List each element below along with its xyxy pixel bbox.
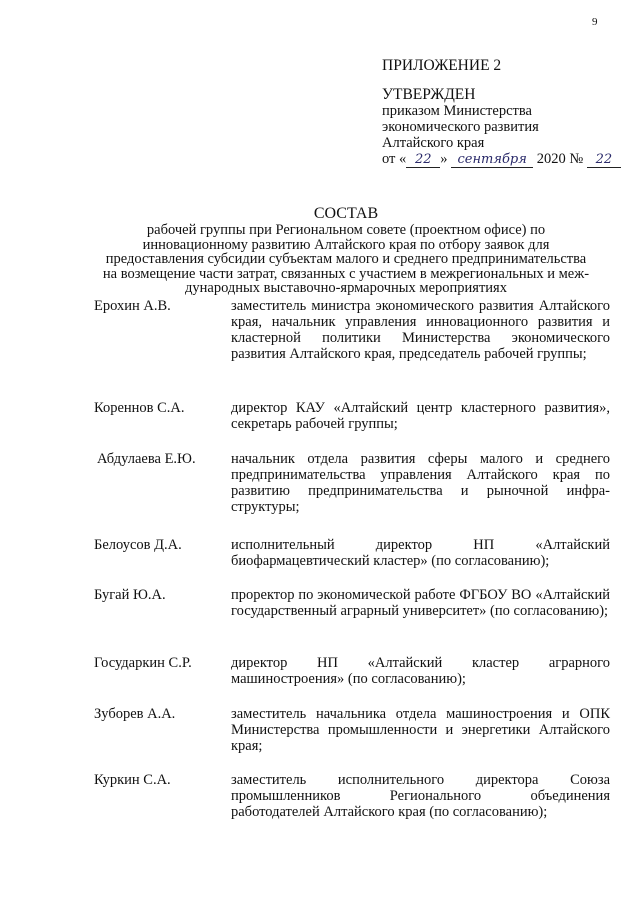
handwritten-day: 22 — [406, 153, 440, 168]
member-name: Кореннов С.А. — [94, 400, 185, 416]
date-year: 2020 № — [536, 151, 584, 167]
member-description: заместитель начальника отдела машиностроения и ОПК Министерства промышленности и энергетики Алтайского края; — [231, 706, 610, 754]
approval-line: экономического развития — [382, 119, 539, 135]
date-prefix: от « — [382, 151, 407, 167]
member-name: Абдулаева Е.Ю. — [97, 451, 196, 467]
handwritten-month: сентября — [451, 153, 533, 168]
member-description: проректор по экономической работе ФГБОУ ВО «Алтайский государственный аграрный университет» (по согласованию); — [231, 587, 610, 619]
page-number: 9 — [592, 16, 598, 28]
member-description: заместитель министра экономического развития Алтайского края, начальник управления инновационного развития и кластерной политики Министерства экономического развития Алтайского края, председатель рабочей группы; — [231, 298, 610, 362]
member-description: заместитель исполнительного директора Союза промышленников Регионального объединения работодателей Алтайского края (по согласованию); — [231, 772, 610, 820]
approval-date-line — [382, 151, 621, 168]
member-description: исполнительный директор НП «Алтайский биофармацевтический кластер» (по согласованию); — [231, 537, 610, 569]
member-description: директор КАУ «Алтайский центр кластерного развития», секретарь рабочей группы; — [231, 400, 610, 432]
composition-title: СОСТАВ — [313, 205, 379, 222]
member-description: директор НП «Алтайский кластер аграрного машиностроения» (по согласованию); — [231, 655, 610, 687]
approval-line: приказом Министерства — [382, 103, 532, 119]
member-name: Куркин С.А. — [94, 772, 171, 788]
handwritten-order-number: 22 — [587, 153, 621, 168]
approval-block — [382, 58, 621, 168]
member-name: Ерохин А.В. — [94, 298, 171, 314]
member-name: Бугай Ю.А. — [94, 587, 166, 603]
composition-subtitle-line: предоставления субсидии субъектам малого и среднего предпринимательства — [105, 251, 587, 267]
approval-line: Алтайского края — [382, 135, 485, 151]
appendix-label: ПРИЛОЖЕНИЕ 2 — [382, 57, 502, 74]
member-name: Государкин С.Р. — [94, 655, 192, 671]
composition-header — [80, 205, 612, 296]
member-name: Зуборев А.А. — [94, 706, 176, 722]
composition-subtitle-line: инновационному развитию Алтайского края по отбору заявок для — [142, 236, 550, 253]
date-quote: » — [440, 151, 448, 167]
member-name: Белоусов Д.А. — [94, 537, 182, 553]
approved-label: УТВЕРЖДЕН — [382, 86, 476, 103]
composition-subtitle-line: на возмещение части затрат, связанных с участием в межрегиональных и меж- — [102, 265, 590, 282]
member-description: начальник отдела развития сферы малого и среднего предпринимательства управления Алтайского края по развитию предпринимательства и рыночной инфра-структуры; — [231, 451, 610, 515]
composition-subtitle-line: рабочей группы при Региональном совете (проектном офисе) по — [146, 222, 546, 238]
composition-subtitle-line: дународных выставочно-ярмарочных мероприятиях — [185, 280, 507, 296]
